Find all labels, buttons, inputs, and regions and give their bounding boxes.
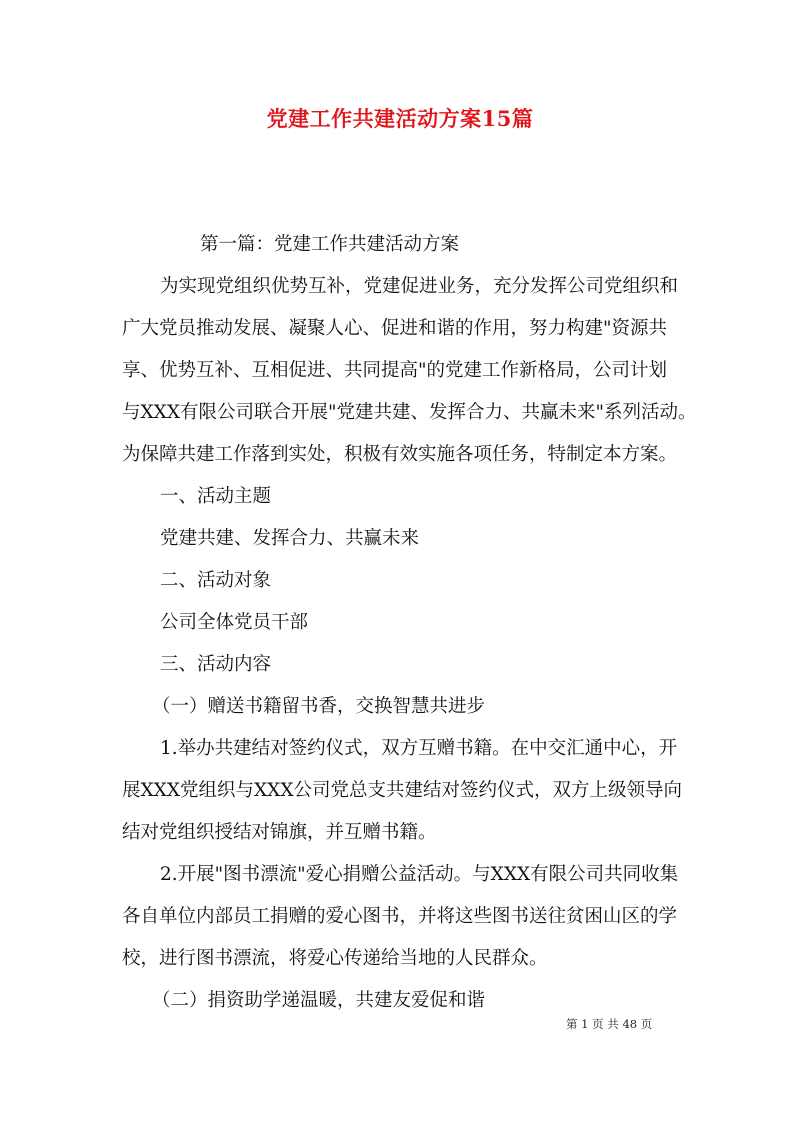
section-heading: 三、活动内容 — [160, 654, 272, 675]
paragraph-line: 结对党组织授结对锦旗，并互赠书籍。 — [122, 822, 437, 843]
paragraph-line: 享、优势互补、互相促进、共同提高"的党建工作新格局，公司计划 — [122, 360, 668, 381]
paragraph-line: 党建共建、发挥合力、共赢未来 — [160, 528, 420, 549]
paragraph-line: 展XXX党组织与XXX公司党总支共建结对签约仪式，双方上级领导向 — [122, 780, 683, 801]
paragraph-line: 与XXX有限公司联合开展"党建共建、发挥合力、共赢未来"系列活动。 — [122, 402, 697, 423]
subsection-heading: （一）赠送书籍留书香，交换智慧共进步 — [152, 696, 486, 717]
paragraph-line: 公司全体党员干部 — [160, 612, 309, 633]
paragraph-line: 1.举办共建结对签约仪式，双方互赠书籍。在中交汇通中心，开 — [160, 738, 678, 759]
document-title: 党建工作共建活动方案15篇 — [266, 106, 534, 131]
section-heading: 一、活动主题 — [160, 486, 272, 507]
paragraph-line: 2.开展"图书漂流"爱心捐赠公益活动。与XXX有限公司共同收集 — [160, 864, 679, 885]
chapter-heading: 第一篇：党建工作共建活动方案 — [200, 234, 460, 255]
paragraph-line: 为实现党组织优势互补，党建促进业务，充分发挥公司党组织和 — [160, 276, 679, 297]
paragraph-line: 为保障共建工作落到实处，积极有效实施各项任务，特制定本方案。 — [122, 444, 678, 465]
paragraph-line: 校，进行图书漂流，将爱心传递给当地的人民群众。 — [122, 948, 548, 969]
paragraph-line: 广大党员推动发展、凝聚人心、促进和谐的作用，努力构建"资源共 — [122, 318, 668, 339]
subsection-heading: （二）捐资助学递温暖，共建友爱促和谐 — [152, 990, 486, 1011]
section-heading: 二、活动对象 — [160, 570, 272, 591]
page-number: 第 1 页 共 48 页 — [566, 1017, 653, 1031]
paragraph-line: 各自单位内部员工捐赠的爱心图书，并将这些图书送往贫困山区的学 — [122, 906, 678, 927]
